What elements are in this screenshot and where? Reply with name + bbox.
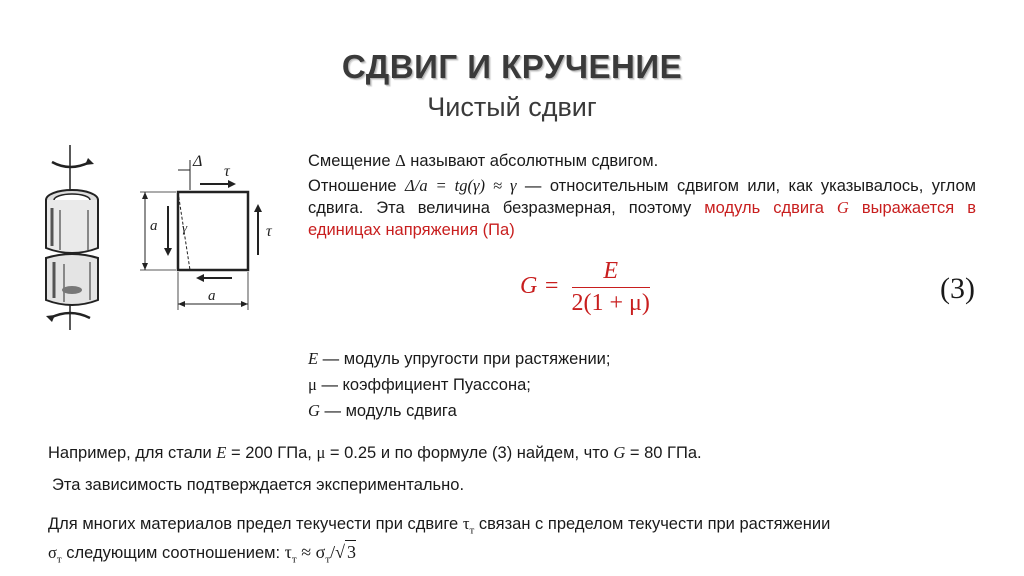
label-a-left: a bbox=[150, 218, 158, 234]
label-tau-right: τ bbox=[266, 223, 272, 240]
shear-modulus-formula: G = $\frac{E}{2(1 + \mu)}$ bbox=[520, 258, 650, 316]
yield-line-2: $\sigma_т$ следующим соотношением: $\tau_т \approx \sigma_т/√$ 3 bbox=[48, 542, 357, 566]
shear-modulus-note: модуль сдвига G выражается в единицах напряжения (Па) bbox=[308, 198, 977, 239]
definition-G: G — модуль сдвига bbox=[308, 401, 457, 420]
shear-illustration bbox=[0, 140, 300, 340]
yield-line-1: Для многих материалов предел текучести при сдвиге $\tau_т$ связан с пределом текучести при растяжении bbox=[48, 514, 831, 537]
slide-subtitle: Чистый сдвиг bbox=[427, 92, 597, 122]
tube-lower bbox=[46, 254, 98, 305]
formula-fraction: $\frac{E}{2(1 + \mu)}$ bbox=[571, 258, 650, 316]
label-gamma: γ bbox=[182, 220, 188, 235]
yield-relation: $\tau_т \approx \sigma_т/√$ 3 bbox=[284, 542, 357, 566]
experimental-confirmation: Эта зависимость подтверждается экспериментально. bbox=[52, 476, 465, 494]
ratio-formula: Δ/a = tg(γ) ≈ γ bbox=[405, 176, 517, 195]
shear-element bbox=[140, 160, 262, 310]
text-paragraph-ratio: Отношение Δ/a = tg(γ) ≈ γ — относительным сдвигом или, как указывалось, углом сдвига. Эта величина безразмерная, поэтому модуль сдвига G выражается в единицах напряжения (Па) bbox=[308, 176, 977, 239]
steel-example: Например, для стали E = 200 ГПа, μ = 0.25 и по формуле (3) найдем, что G = 80 ГПа. bbox=[48, 443, 702, 462]
definition-mu: μ — коэффициент Пуассона; bbox=[308, 375, 531, 394]
label-tau-top: τ bbox=[224, 163, 230, 180]
label-a-bottom: a bbox=[208, 288, 216, 304]
equation-number: (3) bbox=[940, 272, 975, 305]
torque-arrow-top bbox=[52, 162, 90, 167]
slide-title: СДВИГ И КРУЧЕНИЕ bbox=[341, 48, 683, 85]
text-line-delta: Смещение Δ называют абсолютным сдвигом. bbox=[308, 151, 659, 170]
definition-E: E — модуль упругости при растяжении; bbox=[308, 349, 611, 368]
tube-upper bbox=[46, 190, 98, 253]
label-delta: Δ bbox=[193, 153, 203, 170]
